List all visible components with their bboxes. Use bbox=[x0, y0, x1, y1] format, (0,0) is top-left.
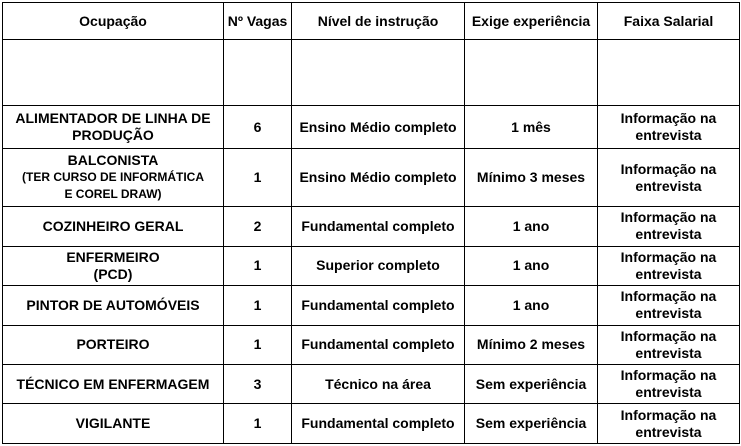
occupation-cell: COZINHEIRO GERAL bbox=[3, 207, 224, 246]
salario-cell: Informação na entrevista bbox=[598, 246, 740, 285]
vagas-cell: 1 bbox=[224, 404, 292, 444]
experiencia-cell: Sem experiência bbox=[465, 364, 598, 403]
instrucao-cell: Fundamental completo bbox=[292, 207, 465, 246]
occupation-cell: BALCONISTA (TER CURSO DE INFORMÁTICA E COREL DRAW) bbox=[3, 149, 224, 207]
vagas-cell: 2 bbox=[224, 207, 292, 246]
col-header-instrucao: Nível de instrução bbox=[292, 3, 465, 40]
table-row bbox=[3, 207, 740, 246]
occupation-cell: TÉCNICO EM ENFERMAGEM bbox=[3, 364, 224, 403]
instrucao-cell: Técnico na área bbox=[292, 364, 465, 403]
instrucao-cell: Fundamental completo bbox=[292, 286, 465, 325]
table-header-row bbox=[3, 3, 740, 40]
occupation-cell: VIGILANTE bbox=[3, 404, 224, 444]
experiencia-cell: 1 ano bbox=[465, 286, 598, 325]
instrucao-cell: Superior completo bbox=[292, 246, 465, 285]
blank-row bbox=[3, 40, 740, 106]
instrucao-cell: Ensino Médio completo bbox=[292, 149, 465, 207]
table-row bbox=[3, 364, 740, 403]
vagas-cell: 1 bbox=[224, 286, 292, 325]
salario-cell: Informação na entrevista bbox=[598, 105, 740, 149]
col-header-salario: Faixa Salarial bbox=[598, 3, 740, 40]
experiencia-cell: 1 mês bbox=[465, 105, 598, 149]
instrucao-cell: Ensino Médio completo bbox=[292, 105, 465, 149]
salario-cell: Informação na entrevista bbox=[598, 364, 740, 403]
salario-cell: Informação na entrevista bbox=[598, 149, 740, 207]
experiencia-cell: Mínimo 2 meses bbox=[465, 325, 598, 364]
vagas-cell: 6 bbox=[224, 105, 292, 149]
table-cell bbox=[3, 40, 224, 106]
col-header-vagas: Nº Vagas bbox=[224, 3, 292, 40]
occupation-cell: PINTOR DE AUTOMÓVEIS bbox=[3, 286, 224, 325]
col-header-ocupacao: Ocupação bbox=[3, 3, 224, 40]
salario-cell: Informação na entrevista bbox=[598, 286, 740, 325]
table-cell bbox=[224, 40, 292, 106]
experiencia-cell: 1 ano bbox=[465, 207, 598, 246]
job-openings-table bbox=[2, 2, 740, 444]
table-cell bbox=[292, 40, 465, 106]
occupation-note: E COREL DRAW) bbox=[64, 187, 162, 202]
instrucao-cell: Fundamental completo bbox=[292, 404, 465, 444]
salario-cell: Informação na entrevista bbox=[598, 207, 740, 246]
experiencia-cell: 1 ano bbox=[465, 246, 598, 285]
vagas-cell: 1 bbox=[224, 325, 292, 364]
col-header-experiencia: Exige experiência bbox=[465, 3, 598, 40]
salario-cell: Informação na entrevista bbox=[598, 404, 740, 444]
table-row bbox=[3, 286, 740, 325]
table-cell bbox=[598, 40, 740, 106]
vagas-cell: 1 bbox=[224, 149, 292, 207]
vagas-cell: 3 bbox=[224, 364, 292, 403]
experiencia-cell: Sem experiência bbox=[465, 404, 598, 444]
table-row bbox=[3, 325, 740, 364]
occupation-note: (TER CURSO DE INFORMÁTICA bbox=[22, 170, 204, 185]
occupation-cell: ALIMENTADOR DE LINHA DE PRODUÇÃO bbox=[3, 105, 224, 149]
table-row bbox=[3, 404, 740, 444]
table-row bbox=[3, 149, 740, 207]
occupation-cell: ENFERMEIRO (PCD) bbox=[3, 246, 224, 285]
table-row bbox=[3, 246, 740, 285]
instrucao-cell: Fundamental completo bbox=[292, 325, 465, 364]
vagas-cell: 1 bbox=[224, 246, 292, 285]
table-cell bbox=[465, 40, 598, 106]
experiencia-cell: Mínimo 3 meses bbox=[465, 149, 598, 207]
occupation-cell: PORTEIRO bbox=[3, 325, 224, 364]
salario-cell: Informação na entrevista bbox=[598, 325, 740, 364]
table-row bbox=[3, 105, 740, 149]
